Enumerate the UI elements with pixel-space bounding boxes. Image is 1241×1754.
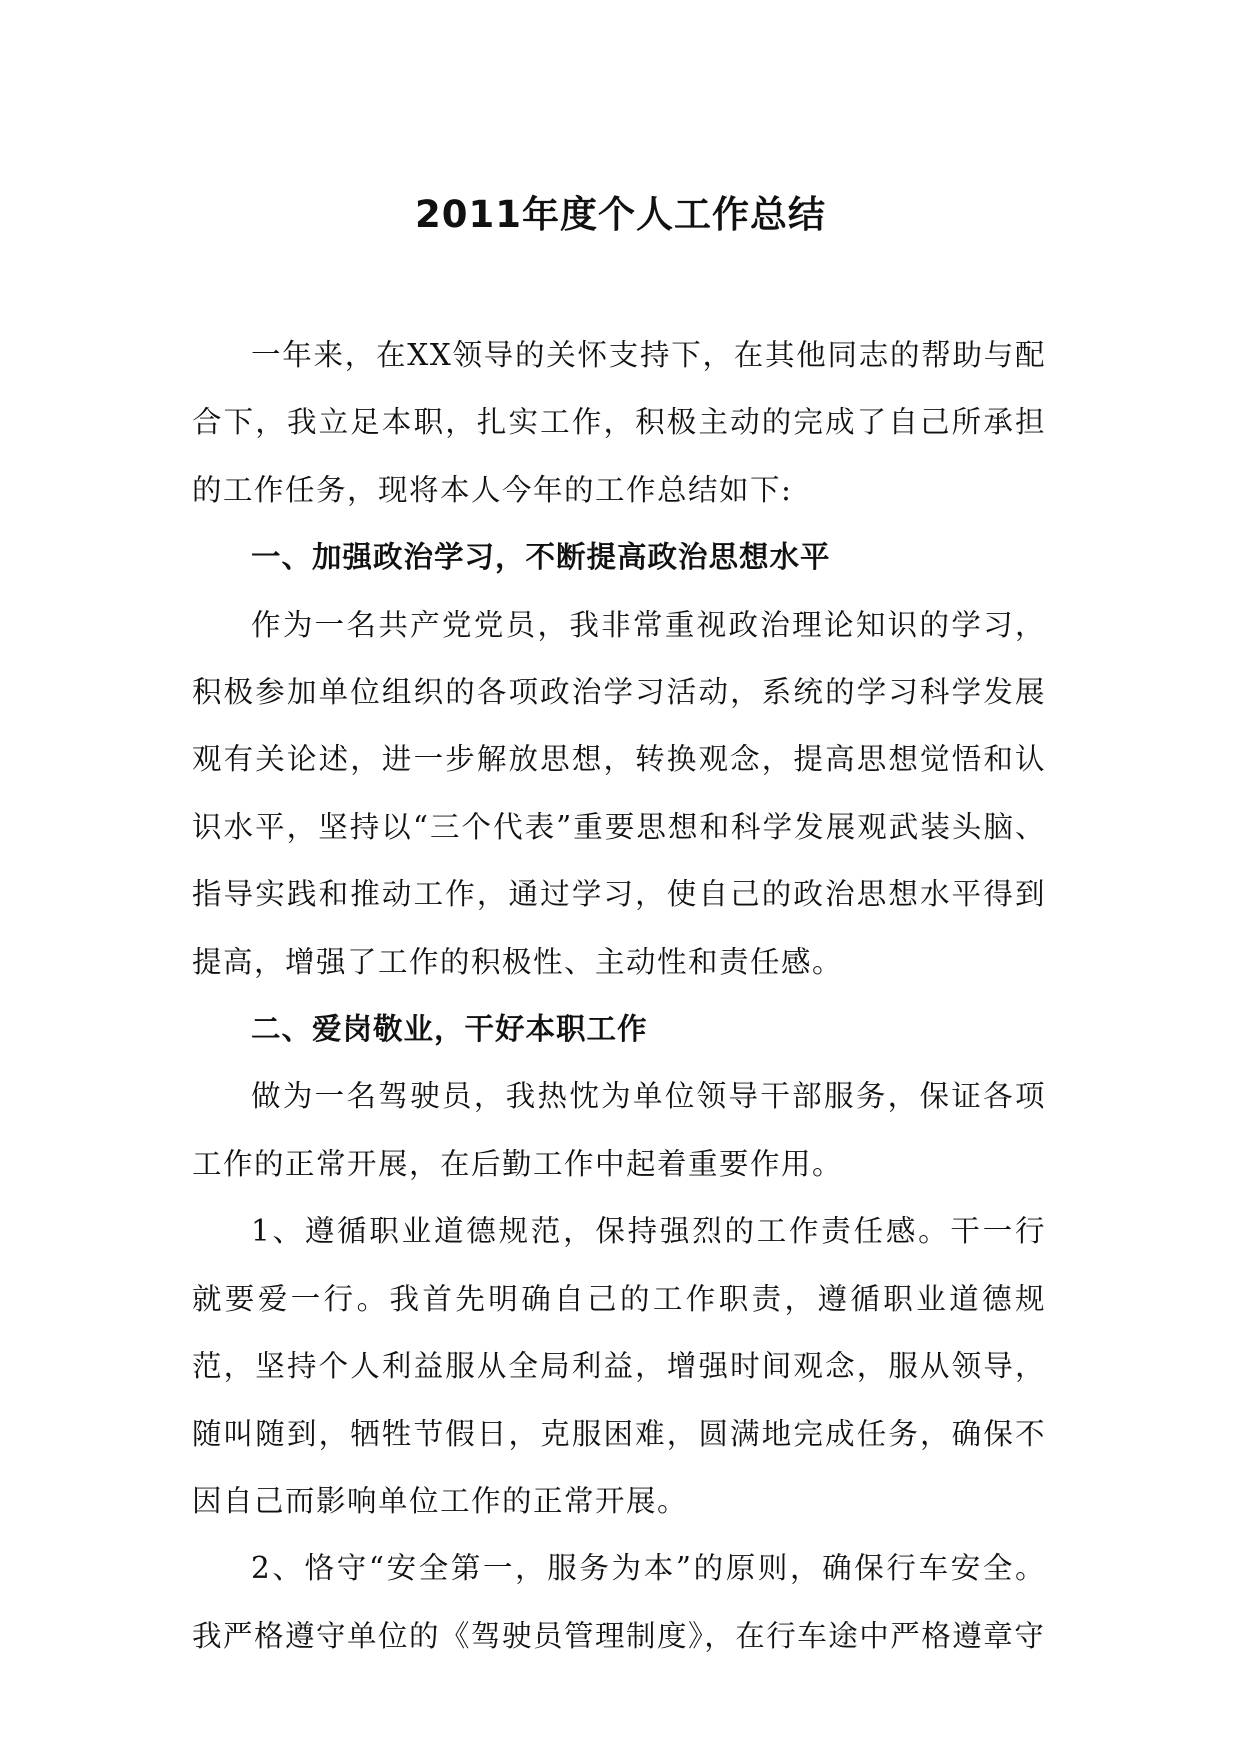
section-2-item-2: 2、恪守“安全第一，服务为本”的原则，确保行车安全。我严格遵守单位的《驾驶员管理制度》，在行车途中严格遵章守: [192, 1551, 1046, 1653]
document-body: [192, 322, 1046, 1670]
section-1-paragraph: 作为一名共产党党员，我非常重视政治理论知识的学习，积极参加单位组织的各项政治学习活动，系统的学习科学发展观有关论述，进一步解放思想，转换观念，提高思想觉悟和认识水平，坚持以“三个代表”重要思想和科学发展观武装头脑、指导实践和推动工作，通过学习，使自己的政治思想水平得到提高，增强了工作的积极性、主动性和责任感。: [192, 607, 1046, 979]
intro-paragraph: 一年来，在XX领导的关怀支持下，在其他同志的帮助与配合下，我立足本职，扎实工作，积极主动的完成了自己所承担的工作任务，现将本人今年的工作总结如下:: [192, 338, 1046, 507]
section-2-heading: 二、爱岗敬业，干好本职工作: [251, 1012, 648, 1047]
section-1-heading: 一、加强政治学习，不断提高政治思想水平: [251, 540, 831, 575]
section-2-item-1: 1、遵循职业道德规范，保持强烈的工作责任感。干一行就要爱一行。我首先明确自己的工作职责，遵循职业道德规范，坚持个人利益服从全局利益，增强时间观念，服从领导，随叫随到，牺牲节假日，克服困难，圆满地完成任务，确保不因自己而影响单位工作的正常开展。: [192, 1214, 1046, 1518]
section-2-paragraph: 做为一名驾驶员，我热忱为单位领导干部服务，保证各项工作的正常开展，在后勤工作中起着重要作用。: [192, 1079, 1046, 1181]
document-title: 2011年度个人工作总结: [415, 193, 826, 236]
